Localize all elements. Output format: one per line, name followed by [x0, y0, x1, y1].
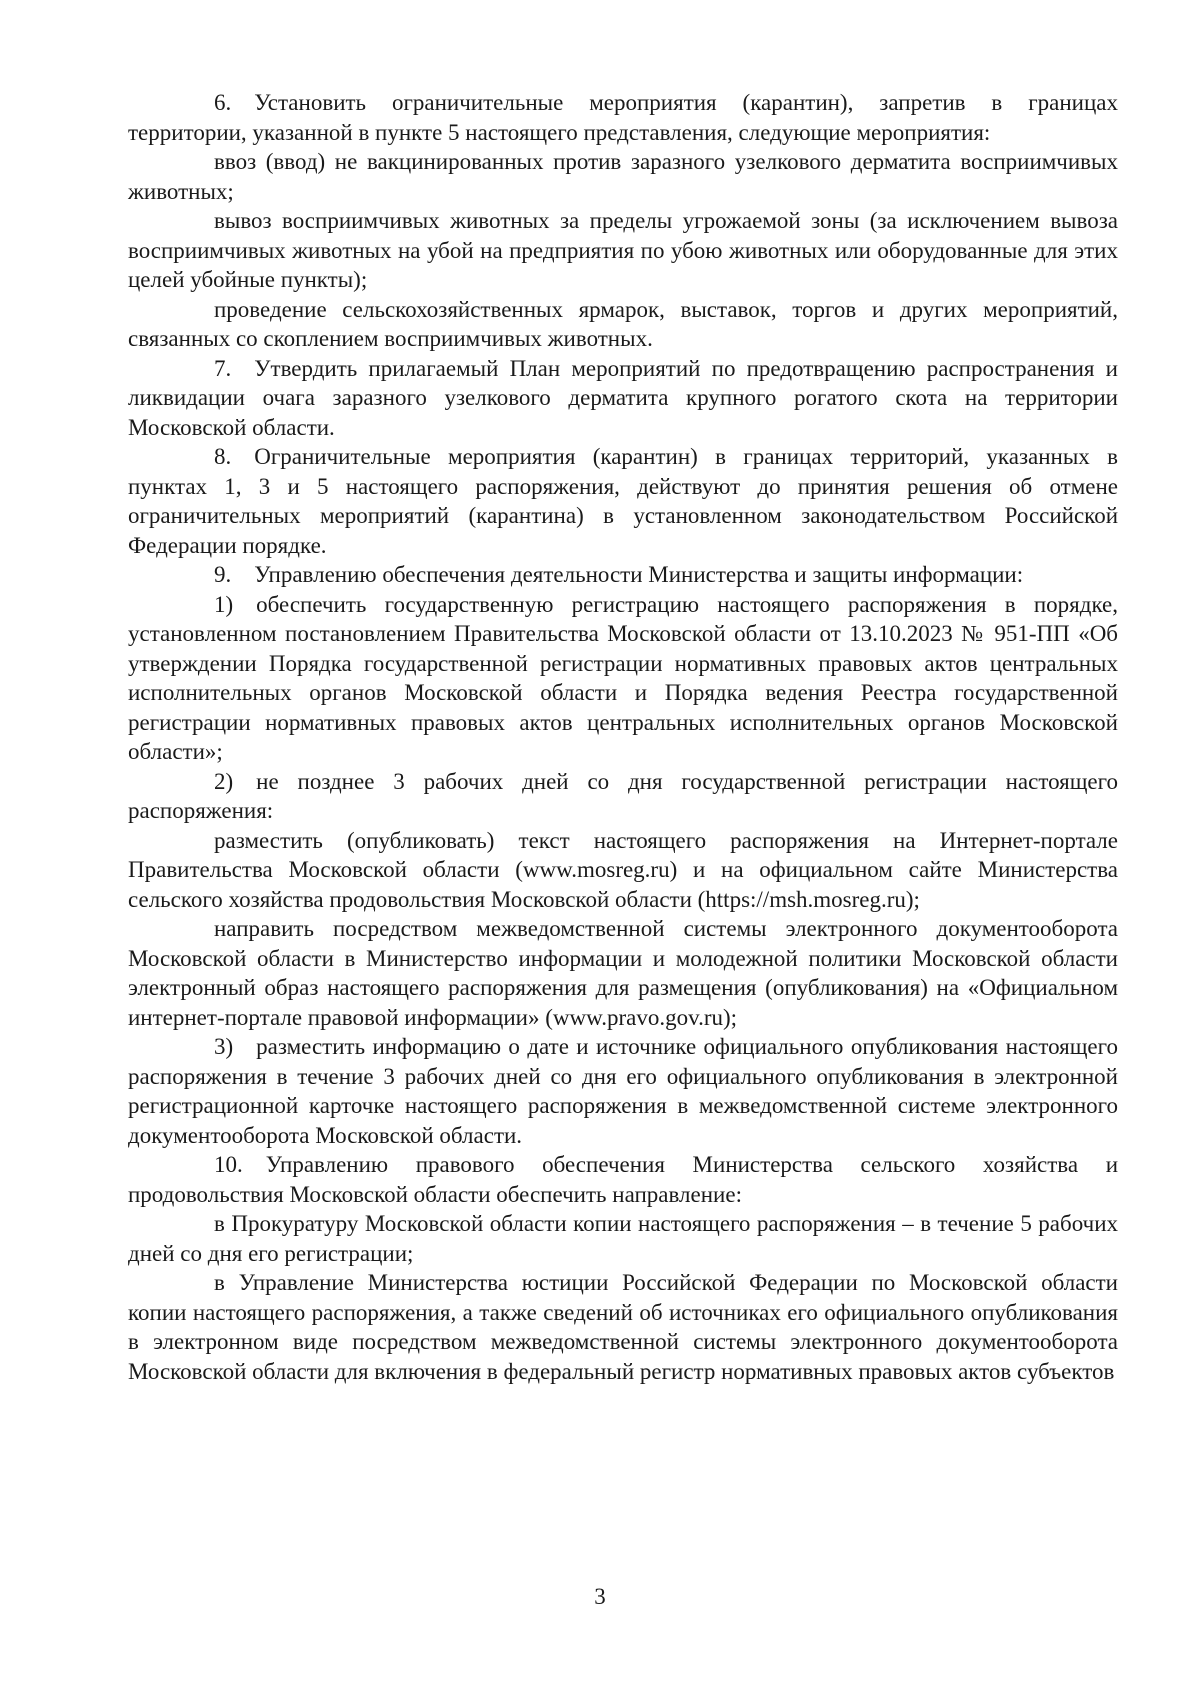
paragraph-9-item-2-publish: разместить (опубликовать) текст настоящего распоряжения на Интернет-портале Правительства Московской области (www.mosreg.ru) и на официальном сайте Министерства сельского хозяйства продовольствия Московской области (https://msh.mosreg.ru);: [128, 827, 1118, 912]
paragraph-9-item-2: 2) не позднее 3 рабочих дней со дня государственной регистрации настоящего распоряжения:: [128, 768, 1118, 823]
paragraph-9-intro: 9. Управлению обеспечения деятельности Министерства и защиты информации:: [214, 562, 1024, 587]
paragraph-6-export-ban: вывоз восприимчивых животных за пределы угрожаемой зоны (за исключением вывоза восприимчивых животных на убой на предприятия по убою животных или оборудованные для этих целей убойные пункты);: [128, 208, 1118, 292]
paragraph-6-intro: 6. Установить ограничительные мероприятия (карантин), запретив в границах территории, указанной в пункте 5 настоящего представления, следующие мероприятия:: [128, 90, 1118, 145]
paragraph-9-item-2-send: направить посредством межведомственной системы электронного документооборота Московской области в Министерство информации и молодежной политики Московской области электронный образ настоящего распоряжения для размещения (опубликования) на «Официальном интернет-портале правовой информации» (www.pravo.gov.ru);: [128, 916, 1118, 1030]
paragraph-10-justice: в Управление Министерства юстиции Российской Федерации по Московской области копии настоящего распоряжения, а также сведений об источниках его официального опубликования в электронном виде посредством межведомственной системы электронного документооборота Московской области для включения в федеральный регистр нормативных правовых актов субъектов: [128, 1270, 1118, 1384]
document-body: [128, 88, 1118, 1386]
paragraph-8: 8. Ограничительные мероприятия (карантин) в границах территорий, указанных в пунктах 1, 3 и 5 настоящего распоряжения, действуют до принятия решения об отмене ограничительных мероприятий (карантина) в установленном законодательством Российской Федерации порядке.: [128, 444, 1118, 558]
paragraph-9-item-3: 3) разместить информацию о дате и источнике официального опубликования настоящего распоряжения в течение 3 рабочих дней со дня его официального опубликования в электронной регистрационной карточке настоящего распоряжения в межведомственной системе электронного документооборота Московской области.: [128, 1034, 1118, 1148]
paragraph-6-fairs-ban: проведение сельскохозяйственных ярмарок, выставок, торгов и других мероприятий, связанных со скоплением восприимчивых животных.: [128, 296, 1118, 351]
paragraph-10-intro: 10. Управлению правового обеспечения Министерства сельского хозяйства и продовольствия Московской области обеспечить направление:: [128, 1152, 1118, 1207]
paragraph-9-item-1: 1) обеспечить государственную регистрацию настоящего распоряжения в порядке, установленном постановлением Правительства Московской области от 13.10.2023 № 951-ПП «Об утверждении Порядка государственной регистрации нормативных правовых актов центральных исполнительных органов Московской области и Порядка ведения Реестра государственной регистрации нормативных правовых актов центральных исполнительных органов Московской области»;: [128, 591, 1118, 764]
page-number: 3: [594, 1584, 606, 1609]
paragraph-7: 7. Утвердить прилагаемый План мероприятий по предотвращению распространения и ликвидации очага заразного узелкового дерматита крупного рогатого скота на территории Московской области.: [128, 355, 1118, 440]
paragraph-6-import-ban: ввоз (ввод) не вакцинированных против заразного узелкового дерматита восприимчивых животных;: [128, 149, 1118, 204]
paragraph-10-prosecutor: в Прокуратуру Московской области копии настоящего распоряжения – в течение 5 рабочих дней со дня его регистрации;: [128, 1211, 1118, 1266]
